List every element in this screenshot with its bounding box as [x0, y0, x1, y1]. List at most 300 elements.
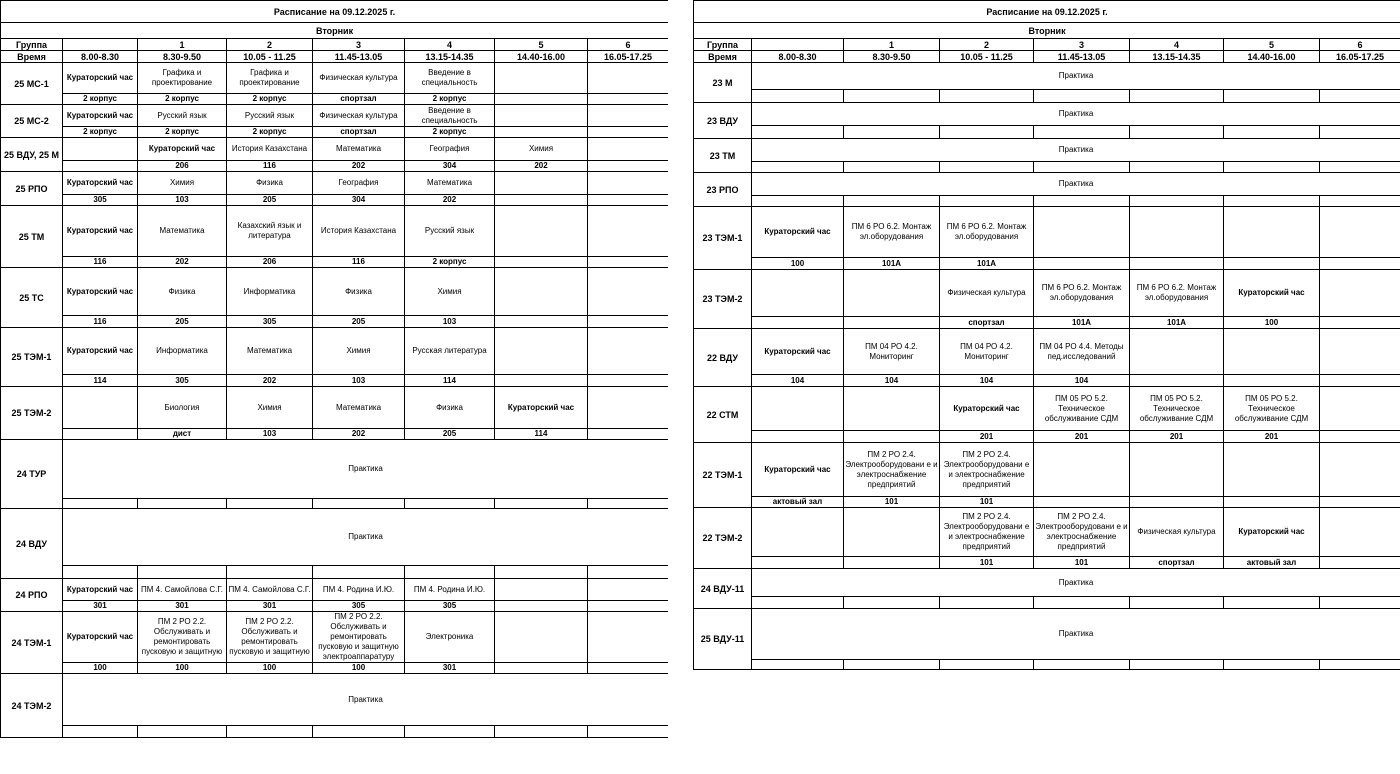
room-cell: 202 — [138, 257, 227, 268]
room-cell: 2 корпус — [63, 94, 138, 105]
period-header — [63, 39, 138, 51]
room-cell: 114 — [63, 375, 138, 387]
room-cell — [940, 597, 1034, 609]
subject-cell: ПМ 2 РО 2.4. Электрооборудовани е и электроснабжение предприятий — [1034, 508, 1130, 557]
room-cell — [495, 566, 588, 579]
group-subject-row — [1, 612, 669, 663]
room-cell: 305 — [138, 375, 227, 387]
room-cell: спортзал — [313, 94, 405, 105]
room-cell — [138, 499, 227, 509]
subject-cell: Информатика — [227, 268, 313, 316]
group-subject-row — [1, 206, 669, 257]
time-column-header: Время — [694, 51, 752, 63]
group-subject-row — [1, 172, 669, 195]
subject-cell — [588, 579, 669, 601]
subject-cell: Русский язык — [138, 105, 227, 127]
room-cell — [63, 566, 138, 579]
room-cell — [1130, 258, 1224, 270]
subject-cell: Физика — [405, 387, 495, 429]
practice-cell: Практика — [752, 609, 1400, 660]
group-room-row — [1, 499, 669, 509]
period-header: 2 — [940, 39, 1034, 51]
time-column-header: Время — [1, 51, 63, 63]
room-cell — [588, 499, 669, 509]
group-subject-row — [1, 509, 669, 566]
room-cell — [588, 161, 669, 172]
subject-cell: Математика — [313, 387, 405, 429]
group-name: 23 ТЭМ-1 — [694, 207, 752, 270]
subject-cell: ПМ 2 РО 2.4. Электрооборудовани е и электроснабжение предприятий — [844, 443, 940, 497]
room-cell: 2 корпус — [405, 127, 495, 138]
subject-cell — [588, 206, 669, 257]
room-cell — [588, 601, 669, 612]
subject-cell: ПМ 2 РО 2.2. Обслуживать и ремонтировать пусковую и защитную электроаппаратуру — [313, 612, 405, 663]
room-cell: 100 — [227, 663, 313, 674]
subject-cell — [1130, 207, 1224, 258]
room-cell — [844, 557, 940, 569]
practice-cell: Практика — [752, 103, 1400, 126]
group-name: 24 РПО — [1, 579, 63, 612]
practice-cell: Практика — [752, 139, 1400, 162]
room-cell — [227, 499, 313, 509]
subject-cell: Физика — [313, 268, 405, 316]
room-cell — [752, 196, 844, 207]
group-name: 25 ТЭМ-2 — [1, 387, 63, 440]
room-cell: 201 — [1224, 431, 1320, 443]
subject-cell — [495, 105, 588, 127]
subject-cell: Электроника — [405, 612, 495, 663]
group-room-row — [694, 431, 1400, 443]
group-name: 25 ВДУ, 25 М — [1, 138, 63, 172]
room-cell — [495, 195, 588, 206]
subject-cell — [495, 172, 588, 195]
group-subject-row — [694, 329, 1400, 375]
room-cell — [1224, 660, 1320, 670]
group-subject-row — [1, 328, 669, 375]
subject-cell — [495, 63, 588, 94]
room-cell: 101 — [940, 497, 1034, 508]
room-cell — [1224, 196, 1320, 207]
room-cell — [1034, 162, 1130, 173]
room-cell: 100 — [752, 258, 844, 270]
subject-cell: Казахский язык и литература — [227, 206, 313, 257]
schedule-sheet-left — [0, 0, 668, 738]
subject-cell: Кураторский час — [63, 328, 138, 375]
time-slot: 8.30-9.50 — [138, 51, 227, 63]
subject-cell — [844, 270, 940, 317]
room-cell: 100 — [138, 663, 227, 674]
schedule-table-left — [0, 0, 669, 738]
room-cell — [1130, 196, 1224, 207]
room-cell — [495, 499, 588, 509]
room-cell: 205 — [138, 316, 227, 328]
group-subject-row — [1, 138, 669, 161]
room-cell: 2 корпус — [138, 94, 227, 105]
room-cell: 103 — [138, 195, 227, 206]
subject-cell: ПМ 4. Родина И.Ю. — [405, 579, 495, 601]
room-cell: 100 — [313, 663, 405, 674]
group-name: 25 ТЭМ-1 — [1, 328, 63, 387]
room-cell — [940, 162, 1034, 173]
subject-cell — [752, 387, 844, 431]
room-cell: 201 — [940, 431, 1034, 443]
room-cell: 202 — [495, 161, 588, 172]
room-cell: 206 — [227, 257, 313, 268]
subject-cell — [63, 387, 138, 429]
group-name: 25 МС-1 — [1, 63, 63, 105]
group-subject-row — [694, 387, 1400, 431]
group-name: 25 ТС — [1, 268, 63, 328]
group-subject-row — [694, 173, 1400, 196]
room-cell — [844, 196, 940, 207]
subject-cell: Кураторский час — [63, 268, 138, 316]
subject-cell — [495, 612, 588, 663]
group-name: 24 ВДУ — [1, 509, 63, 579]
room-cell — [495, 726, 588, 738]
practice-cell: Практика — [752, 569, 1400, 597]
room-cell — [752, 90, 844, 103]
room-cell: 305 — [313, 601, 405, 612]
group-room-row — [1, 257, 669, 268]
group-subject-row — [694, 609, 1400, 660]
room-cell — [588, 429, 669, 440]
room-cell — [844, 126, 940, 139]
room-cell — [844, 597, 940, 609]
group-name: 24 ТУР — [1, 440, 63, 509]
room-cell — [1130, 162, 1224, 173]
schedule-sheet-right — [693, 0, 1400, 670]
room-cell — [495, 316, 588, 328]
group-subject-row — [1, 105, 669, 127]
room-cell: 114 — [495, 429, 588, 440]
subject-cell — [1320, 329, 1400, 375]
room-cell — [1320, 597, 1400, 609]
group-name: 25 ВДУ-11 — [694, 609, 752, 670]
group-room-row — [1, 94, 669, 105]
group-room-row — [694, 162, 1400, 173]
group-name: 23 М — [694, 63, 752, 103]
subject-cell: Химия — [227, 387, 313, 429]
room-cell: 301 — [227, 601, 313, 612]
period-header: 3 — [313, 39, 405, 51]
group-name: 23 ТЭМ-2 — [694, 270, 752, 329]
room-cell: 104 — [940, 375, 1034, 387]
subject-cell: Кураторский час — [940, 387, 1034, 431]
subject-cell — [1130, 329, 1224, 375]
period-header: 1 — [138, 39, 227, 51]
room-cell: 205 — [405, 429, 495, 440]
group-name: 24 ВДУ-11 — [694, 569, 752, 609]
subject-cell: Математика — [313, 138, 405, 161]
group-room-row — [694, 126, 1400, 139]
subject-cell — [1130, 443, 1224, 497]
group-subject-row — [1, 579, 669, 601]
practice-cell: Практика — [63, 440, 669, 499]
group-room-row — [1, 663, 669, 674]
room-cell: 116 — [227, 161, 313, 172]
subject-cell: Биология — [138, 387, 227, 429]
group-room-row — [1, 601, 669, 612]
room-cell — [1130, 660, 1224, 670]
practice-cell: Практика — [752, 173, 1400, 196]
subject-cell — [752, 270, 844, 317]
room-cell: спортзал — [313, 127, 405, 138]
room-cell: 2 корпус — [227, 94, 313, 105]
room-cell — [752, 317, 844, 329]
subject-cell: ПМ 6 РО 6.2. Монтаж эл.оборудования — [1130, 270, 1224, 317]
room-cell — [227, 566, 313, 579]
subject-cell: Химия — [495, 138, 588, 161]
room-cell: 202 — [227, 375, 313, 387]
subject-cell — [1320, 207, 1400, 258]
subject-cell — [1320, 387, 1400, 431]
group-name: 25 ТМ — [1, 206, 63, 268]
group-name: 23 РПО — [694, 173, 752, 207]
time-slot: 10.05 - 11.25 — [940, 51, 1034, 63]
room-cell — [588, 663, 669, 674]
room-cell — [588, 316, 669, 328]
time-slot: 16.05-17.25 — [588, 51, 669, 63]
room-cell — [844, 90, 940, 103]
room-cell — [495, 127, 588, 138]
room-cell — [1224, 497, 1320, 508]
subject-cell — [588, 63, 669, 94]
room-cell: 116 — [63, 257, 138, 268]
time-slot: 13.15-14.35 — [1130, 51, 1224, 63]
period-header: 1 — [844, 39, 940, 51]
group-room-row — [1, 429, 669, 440]
day-of-week: Вторник — [694, 23, 1400, 39]
time-slot: 13.15-14.35 — [405, 51, 495, 63]
subject-cell: Кураторский час — [63, 612, 138, 663]
room-cell: 202 — [313, 429, 405, 440]
room-cell — [495, 601, 588, 612]
room-cell: 100 — [1224, 317, 1320, 329]
group-subject-row — [1, 63, 669, 94]
room-cell: 205 — [313, 316, 405, 328]
room-cell — [1224, 90, 1320, 103]
subject-cell: Русский язык — [405, 206, 495, 257]
day-of-week: Вторник — [1, 23, 669, 39]
subject-cell: Физика — [227, 172, 313, 195]
subject-cell: Математика — [138, 206, 227, 257]
room-cell — [940, 660, 1034, 670]
subject-cell: Кураторский час — [63, 579, 138, 601]
room-cell: 101А — [1034, 317, 1130, 329]
room-cell — [1034, 497, 1130, 508]
room-cell — [495, 663, 588, 674]
room-cell: 301 — [138, 601, 227, 612]
room-cell — [844, 317, 940, 329]
room-cell: 301 — [405, 663, 495, 674]
subject-cell — [1320, 270, 1400, 317]
room-cell — [752, 557, 844, 569]
subject-cell: География — [313, 172, 405, 195]
group-subject-row — [694, 508, 1400, 557]
group-name: 24 ТЭМ-1 — [1, 612, 63, 674]
period-header: 6 — [1320, 39, 1400, 51]
subject-cell: ПМ 6 РО 6.2. Монтаж эл.оборудования — [940, 207, 1034, 258]
subject-cell: Химия — [405, 268, 495, 316]
subject-cell: История Казахстана — [313, 206, 405, 257]
room-cell — [495, 94, 588, 105]
subject-cell: Графика и проектирование — [227, 63, 313, 94]
subject-cell: ПМ 04 РО 4.4. Методы пед.исследований — [1034, 329, 1130, 375]
room-cell — [1224, 162, 1320, 173]
group-subject-row — [1, 674, 669, 726]
group-subject-row — [694, 270, 1400, 317]
room-cell — [844, 162, 940, 173]
group-subject-row — [694, 443, 1400, 497]
room-cell — [1320, 557, 1400, 569]
room-cell — [495, 257, 588, 268]
period-header: 4 — [1130, 39, 1224, 51]
subject-cell: Химия — [138, 172, 227, 195]
room-cell: 101 — [940, 557, 1034, 569]
subject-cell — [588, 328, 669, 375]
subject-cell: Кураторский час — [1224, 270, 1320, 317]
group-subject-row — [1, 387, 669, 429]
subject-cell: Физическая культура — [313, 63, 405, 94]
room-cell — [63, 161, 138, 172]
room-cell — [1224, 597, 1320, 609]
room-cell: 305 — [227, 316, 313, 328]
room-cell — [63, 499, 138, 509]
room-cell — [752, 660, 844, 670]
practice-cell: Практика — [752, 63, 1400, 90]
room-cell: 114 — [405, 375, 495, 387]
subject-cell: ПМ 2 РО 2.2. Обслуживать и ремонтировать пусковую и защитную — [138, 612, 227, 663]
room-cell: 103 — [227, 429, 313, 440]
room-cell: 104 — [1034, 375, 1130, 387]
subject-cell — [588, 105, 669, 127]
room-cell: 101А — [844, 258, 940, 270]
subject-cell: Физика — [138, 268, 227, 316]
room-cell — [313, 499, 405, 509]
subject-cell: Русский язык — [227, 105, 313, 127]
subject-cell: Физическая культура — [940, 270, 1034, 317]
room-cell: 202 — [313, 161, 405, 172]
subject-cell — [495, 206, 588, 257]
room-cell — [588, 195, 669, 206]
room-cell — [588, 375, 669, 387]
period-header: 6 — [588, 39, 669, 51]
subject-cell — [588, 138, 669, 161]
subject-cell: ПМ 04 РО 4.2. Мониторинг — [844, 329, 940, 375]
subject-cell: Кураторский час — [752, 207, 844, 258]
group-name: 24 ТЭМ-2 — [1, 674, 63, 738]
room-cell: 103 — [313, 375, 405, 387]
practice-cell: Практика — [63, 674, 669, 726]
subject-cell: ПМ 6 РО 6.2. Монтаж эл.оборудования — [844, 207, 940, 258]
room-cell — [1034, 196, 1130, 207]
room-cell — [1224, 258, 1320, 270]
subject-cell — [752, 508, 844, 557]
subject-cell: Химия — [313, 328, 405, 375]
period-header: 5 — [1224, 39, 1320, 51]
subject-cell: Физическая культура — [1130, 508, 1224, 557]
room-cell: 2 корпус — [138, 127, 227, 138]
group-subject-row — [1, 440, 669, 499]
time-slot: 16.05-17.25 — [1320, 51, 1400, 63]
group-name: 25 МС-2 — [1, 105, 63, 138]
room-cell — [138, 726, 227, 738]
subject-cell: Математика — [227, 328, 313, 375]
room-cell — [940, 126, 1034, 139]
subject-cell — [1224, 329, 1320, 375]
group-room-row — [694, 557, 1400, 569]
room-cell — [1320, 126, 1400, 139]
room-cell: 104 — [752, 375, 844, 387]
subject-cell — [1224, 443, 1320, 497]
time-slot: 8.00-8.30 — [752, 51, 844, 63]
room-cell — [1320, 196, 1400, 207]
practice-cell: Практика — [63, 509, 669, 566]
group-room-row — [1, 316, 669, 328]
room-cell: 304 — [405, 161, 495, 172]
room-cell: 305 — [63, 195, 138, 206]
subject-cell — [1034, 443, 1130, 497]
room-cell: 100 — [63, 663, 138, 674]
subject-cell — [1320, 443, 1400, 497]
room-cell — [63, 726, 138, 738]
room-cell — [227, 726, 313, 738]
room-cell: 101А — [1130, 317, 1224, 329]
group-room-row — [694, 90, 1400, 103]
schedule-table-right — [693, 0, 1400, 670]
room-cell — [405, 566, 495, 579]
room-cell — [1130, 126, 1224, 139]
subject-cell — [495, 328, 588, 375]
group-name: 22 ТЭМ-2 — [694, 508, 752, 569]
time-slot: 14.40-16.00 — [495, 51, 588, 63]
group-room-row — [1, 375, 669, 387]
subject-cell: Кураторский час — [1224, 508, 1320, 557]
subject-cell: ПМ 4. Самойлова С.Г. — [227, 579, 313, 601]
subject-cell: ПМ 05 РО 5.2. Техническое обслуживание СДМ — [1130, 387, 1224, 431]
group-subject-row — [1, 268, 669, 316]
subject-cell: Информатика — [138, 328, 227, 375]
room-cell — [405, 726, 495, 738]
room-cell: 201 — [1130, 431, 1224, 443]
subject-cell — [1224, 207, 1320, 258]
room-cell — [940, 90, 1034, 103]
subject-cell: История Казахстана — [227, 138, 313, 161]
group-room-row — [694, 375, 1400, 387]
room-cell: 201 — [1034, 431, 1130, 443]
subject-cell: Кураторский час — [63, 206, 138, 257]
room-cell — [63, 429, 138, 440]
subject-cell — [588, 172, 669, 195]
room-cell — [588, 127, 669, 138]
subject-cell: Русская литература — [405, 328, 495, 375]
room-cell — [1130, 597, 1224, 609]
time-slot: 8.00-8.30 — [63, 51, 138, 63]
room-cell — [752, 431, 844, 443]
subject-cell: Введение в специальность — [405, 63, 495, 94]
subject-cell — [588, 268, 669, 316]
room-cell: 305 — [405, 601, 495, 612]
group-room-row — [1, 127, 669, 138]
room-cell: 2 корпус — [63, 127, 138, 138]
room-cell — [405, 499, 495, 509]
room-cell — [1130, 90, 1224, 103]
group-room-row — [694, 597, 1400, 609]
subject-cell: Математика — [405, 172, 495, 195]
group-subject-row — [694, 569, 1400, 597]
subject-cell: Кураторский час — [63, 105, 138, 127]
room-cell — [1034, 258, 1130, 270]
